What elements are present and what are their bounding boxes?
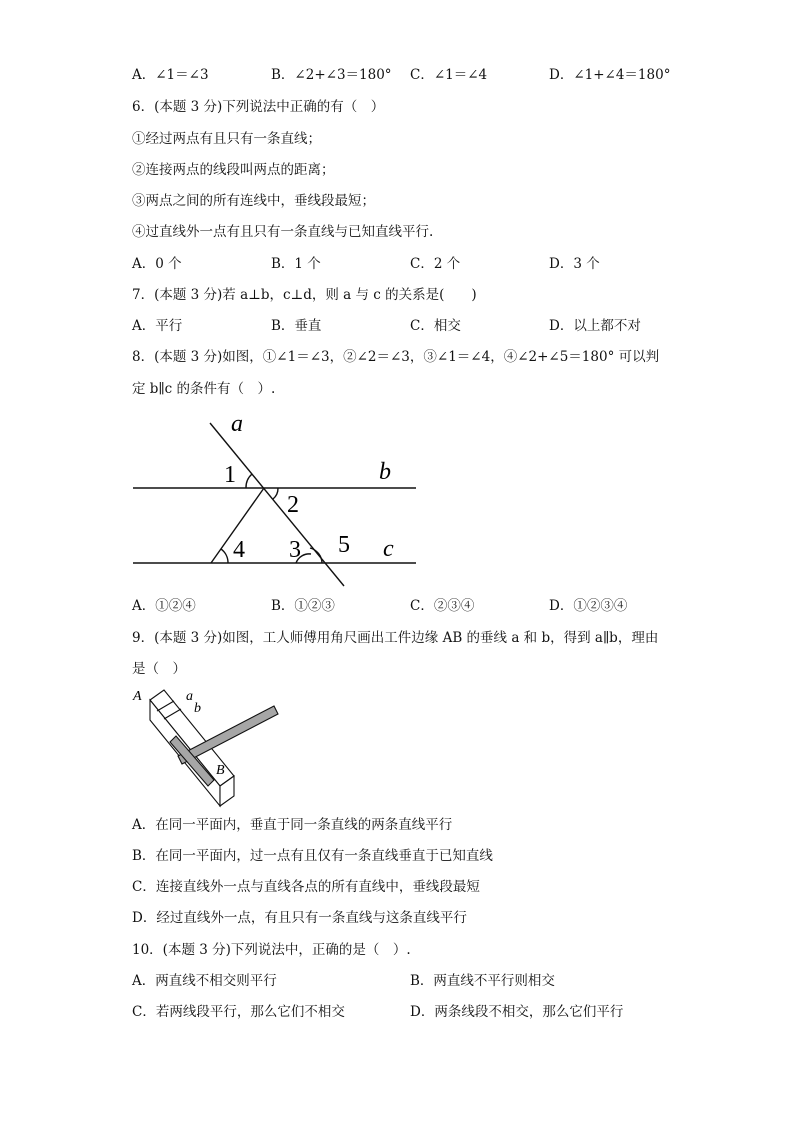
q6-option-d: D．3 个 xyxy=(549,256,600,272)
q5-option-a: A．∠1＝∠3 xyxy=(132,67,209,83)
label-c: c xyxy=(383,536,394,562)
q6-stem: 6．(本题 3 分)下列说法中正确的有（ ） xyxy=(132,99,385,115)
label-B: B xyxy=(216,763,225,778)
q6-option-b: B．1 个 xyxy=(271,256,321,272)
q9-option-a: A．在同一平面内，垂直于同一条直线的两条直线平行 xyxy=(132,817,453,833)
q10-option-c: C．若两线段平行，那么它们不相交 xyxy=(132,1004,345,1020)
q7-stem: 7．(本题 3 分)若 a⊥b，c⊥d，则 a 与 c 的关系是( ) xyxy=(132,287,477,303)
q6-statement-4: ④过直线外一点有且只有一条直线与已知直线平行. xyxy=(132,224,434,240)
label-b: b xyxy=(194,701,201,716)
q10-option-d: D．两条线段不相交，那么它们平行 xyxy=(410,1004,624,1020)
q10-option-b: B．两直线不平行则相交 xyxy=(410,973,555,989)
angle-arc-1 xyxy=(246,474,252,488)
q8-option-a: A．①②④ xyxy=(132,598,196,614)
q7-option-b: B．垂直 xyxy=(271,318,322,334)
q7-option-a: A．平行 xyxy=(132,318,183,334)
angle-label-2: 2 xyxy=(287,492,299,518)
angle-arc-5 xyxy=(310,548,322,563)
q8-stem-line1: 8．(本题 3 分)如图，①∠1＝∠3，②∠2＝∠3，③∠1＝∠4，④∠2+∠5＝180° 可以判 xyxy=(132,349,660,365)
q6-option-c: C．2 个 xyxy=(410,256,461,272)
q9-option-d: D．经过直线外一点，有且只有一条直线与这条直线平行 xyxy=(132,910,467,926)
q7-option-d: D．以上都不对 xyxy=(549,318,641,334)
label-a: a xyxy=(231,411,243,437)
line-a xyxy=(210,423,344,586)
angle-label-4: 4 xyxy=(233,537,245,563)
q5-option-b: B．∠2+∠3＝180° xyxy=(271,67,392,83)
q5-option-d: D．∠1+∠4＝180° xyxy=(549,67,671,83)
angle-arc-2 xyxy=(273,488,278,499)
q7-option-c: C．相交 xyxy=(410,318,461,334)
q9-stem-line2: 是（ ） xyxy=(132,661,186,677)
q6-option-a: A．0 个 xyxy=(132,256,182,272)
q8-option-b: B．①②③ xyxy=(271,598,335,614)
q5-option-c: C．∠1＝∠4 xyxy=(410,67,488,83)
q9-stem-line1: 9．(本题 3 分)如图，工人师傅用角尺画出工件边缘 AB 的垂线 a 和 b，得到 a∥b，理由 xyxy=(132,630,659,646)
angle-label-5: 5 xyxy=(338,532,350,558)
q6-statement-2: ②连接两点的线段叫两点的距离； xyxy=(132,162,335,178)
q6-statement-1: ①经过两点有且只有一条直线； xyxy=(132,131,321,147)
label-b: b xyxy=(379,459,391,485)
q8-stem-line2: 定 b∥c 的条件有（ ）. xyxy=(132,381,276,397)
q9-option-c: C．连接直线外一点与直线各点的所有直线中，垂线段最短 xyxy=(132,879,480,895)
q8-figure xyxy=(128,408,428,590)
q8-option-d: D．①②③④ xyxy=(549,598,628,614)
angle-label-1: 1 xyxy=(224,462,236,488)
q9-option-b: B．在同一平面内，过一点有且仅有一条直线垂直于已知直线 xyxy=(132,848,493,864)
q6-statement-3: ③两点之间的所有连线中，垂线段最短； xyxy=(132,193,375,209)
q8-option-c: C．②③④ xyxy=(410,598,475,614)
label-a: a xyxy=(186,689,193,704)
q9-figure xyxy=(128,684,288,810)
label-A: A xyxy=(133,689,142,704)
angle-label-3: 3 xyxy=(289,537,301,563)
angle-arc-4 xyxy=(221,549,228,563)
q10-option-a: A．两直线不相交则平行 xyxy=(132,973,277,989)
q10-stem: 10．(本题 3 分)下列说法中，正确的是（ ）. xyxy=(132,942,411,958)
